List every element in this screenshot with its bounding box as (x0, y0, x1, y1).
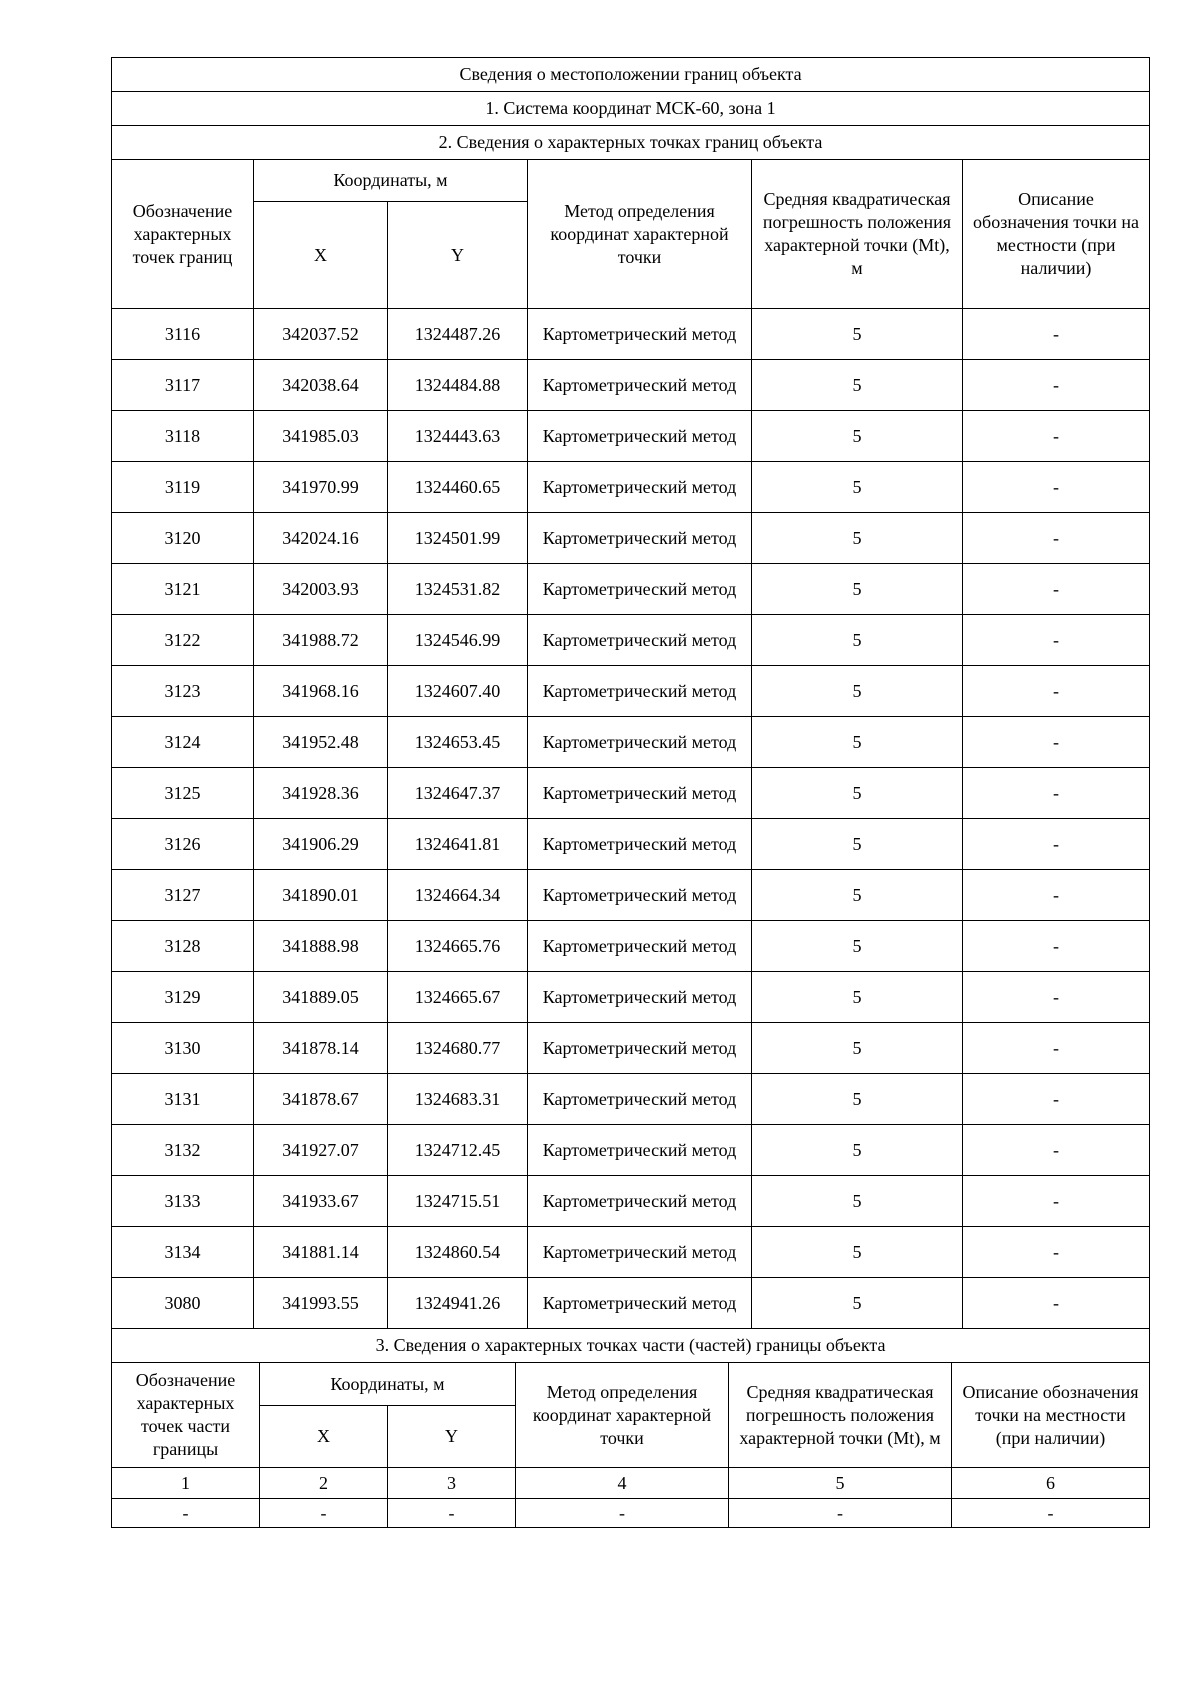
header-desc: Описание обозначения точки на местности (при наличии) (963, 160, 1150, 309)
cell-x: 341878.67 (254, 1074, 388, 1125)
empty-cell: - (388, 1499, 516, 1528)
cell-method: Картометрический метод (528, 1176, 752, 1227)
cell-point: 3126 (112, 819, 254, 870)
s3-header-point: Обозначение характерных точек части границы (112, 1363, 260, 1468)
document-page (111, 57, 1149, 1528)
section-title: Сведения о местоположении границ объекта (112, 58, 1150, 92)
cell-error: 5 (752, 819, 963, 870)
cell-point: 3133 (112, 1176, 254, 1227)
cell-point: 3125 (112, 768, 254, 819)
cell-y: 1324487.26 (388, 309, 528, 360)
section2-title: 2. Сведения о характерных точках границ объекта (112, 126, 1150, 160)
cell-x: 342037.52 (254, 309, 388, 360)
cell-x: 342038.64 (254, 360, 388, 411)
cell-desc: - (963, 870, 1150, 921)
cell-y: 1324665.76 (388, 921, 528, 972)
cell-x: 341878.14 (254, 1023, 388, 1074)
cell-error: 5 (752, 411, 963, 462)
cell-x: 341993.55 (254, 1278, 388, 1329)
cell-y: 1324460.65 (388, 462, 528, 513)
cell-method: Картометрический метод (528, 768, 752, 819)
cell-error: 5 (752, 921, 963, 972)
cell-desc: - (963, 309, 1150, 360)
empty-cell: - (729, 1499, 952, 1528)
cell-error: 5 (752, 1023, 963, 1074)
table-row (112, 1278, 1150, 1329)
cell-error: 5 (752, 972, 963, 1023)
cell-error: 5 (752, 1074, 963, 1125)
cell-error: 5 (752, 1176, 963, 1227)
cell-point: 3124 (112, 717, 254, 768)
cell-x: 341988.72 (254, 615, 388, 666)
cell-y: 1324443.63 (388, 411, 528, 462)
cell-error: 5 (752, 360, 963, 411)
cell-x: 341927.07 (254, 1125, 388, 1176)
cell-point: 3080 (112, 1278, 254, 1329)
column-number-row (112, 1468, 1150, 1499)
cell-desc: - (963, 462, 1150, 513)
cell-method: Картометрический метод (528, 819, 752, 870)
cell-x: 341890.01 (254, 870, 388, 921)
cell-y: 1324860.54 (388, 1227, 528, 1278)
cell-method: Картометрический метод (528, 921, 752, 972)
cell-method: Картометрический метод (528, 564, 752, 615)
cell-point: 3130 (112, 1023, 254, 1074)
table-row (112, 462, 1150, 513)
s3-header-y: Y (388, 1406, 516, 1468)
cell-error: 5 (752, 666, 963, 717)
boundary-points-table (111, 57, 1150, 1329)
table-row (112, 870, 1150, 921)
cell-y: 1324501.99 (388, 513, 528, 564)
cell-point: 3129 (112, 972, 254, 1023)
table-row (112, 309, 1150, 360)
cell-desc: - (963, 819, 1150, 870)
table-row (112, 1023, 1150, 1074)
cell-method: Картометрический метод (528, 717, 752, 768)
cell-method: Картометрический метод (528, 309, 752, 360)
table-row (112, 1074, 1150, 1125)
cell-y: 1324665.67 (388, 972, 528, 1023)
cell-method: Картометрический метод (528, 411, 752, 462)
cell-point: 3118 (112, 411, 254, 462)
header-point: Обозначение характерных точек границ (112, 160, 254, 309)
header-y: Y (388, 202, 528, 309)
header-x: X (254, 202, 388, 309)
cell-point: 3127 (112, 870, 254, 921)
cell-y: 1324546.99 (388, 615, 528, 666)
table-row (112, 1176, 1150, 1227)
cell-desc: - (963, 666, 1150, 717)
cell-x: 341968.16 (254, 666, 388, 717)
cell-y: 1324941.26 (388, 1278, 528, 1329)
s3-header-x: X (260, 1406, 388, 1468)
cell-x: 341888.98 (254, 921, 388, 972)
column-number: 2 (260, 1468, 388, 1499)
cell-desc: - (963, 1227, 1150, 1278)
table-row (112, 768, 1150, 819)
table-row (112, 360, 1150, 411)
cell-point: 3132 (112, 1125, 254, 1176)
cell-point: 3122 (112, 615, 254, 666)
cell-desc: - (963, 1278, 1150, 1329)
cell-y: 1324653.45 (388, 717, 528, 768)
table-row (112, 564, 1150, 615)
cell-desc: - (963, 615, 1150, 666)
cell-method: Картометрический метод (528, 666, 752, 717)
cell-x: 341933.67 (254, 1176, 388, 1227)
s3-header-method: Метод определения координат характерной точки (516, 1363, 729, 1468)
header-method: Метод определения координат характерной точки (528, 160, 752, 309)
cell-desc: - (963, 513, 1150, 564)
column-number: 6 (952, 1468, 1150, 1499)
column-number: 5 (729, 1468, 952, 1499)
cell-x: 341985.03 (254, 411, 388, 462)
cell-point: 3134 (112, 1227, 254, 1278)
cell-error: 5 (752, 513, 963, 564)
cell-desc: - (963, 1023, 1150, 1074)
header-coords: Координаты, м (254, 160, 528, 202)
column-number: 1 (112, 1468, 260, 1499)
cell-method: Картометрический метод (528, 360, 752, 411)
cell-x: 342024.16 (254, 513, 388, 564)
cell-error: 5 (752, 1125, 963, 1176)
header-error: Средняя квадратическая погрешность положения характерной точки (Mt), м (752, 160, 963, 309)
cell-x: 341889.05 (254, 972, 388, 1023)
cell-y: 1324607.40 (388, 666, 528, 717)
cell-method: Картометрический метод (528, 513, 752, 564)
cell-error: 5 (752, 870, 963, 921)
table-row (112, 1227, 1150, 1278)
table-row (112, 411, 1150, 462)
s3-header-desc: Описание обозначения точки на местности (при наличии) (952, 1363, 1150, 1468)
cell-y: 1324484.88 (388, 360, 528, 411)
empty-cell: - (952, 1499, 1150, 1528)
cell-y: 1324641.81 (388, 819, 528, 870)
cell-point: 3128 (112, 921, 254, 972)
cell-method: Картометрический метод (528, 870, 752, 921)
cell-y: 1324683.31 (388, 1074, 528, 1125)
cell-point: 3123 (112, 666, 254, 717)
cell-point: 3119 (112, 462, 254, 513)
cell-point: 3120 (112, 513, 254, 564)
cell-error: 5 (752, 462, 963, 513)
cell-point: 3117 (112, 360, 254, 411)
part-boundary-table (111, 1328, 1150, 1528)
coord-system-title: 1. Система координат МСК-60, зона 1 (112, 92, 1150, 126)
cell-y: 1324680.77 (388, 1023, 528, 1074)
column-number: 4 (516, 1468, 729, 1499)
column-number: 3 (388, 1468, 516, 1499)
cell-error: 5 (752, 309, 963, 360)
cell-x: 342003.93 (254, 564, 388, 615)
cell-method: Картометрический метод (528, 1227, 752, 1278)
cell-desc: - (963, 768, 1150, 819)
cell-desc: - (963, 360, 1150, 411)
cell-error: 5 (752, 615, 963, 666)
cell-y: 1324647.37 (388, 768, 528, 819)
cell-point: 3121 (112, 564, 254, 615)
cell-desc: - (963, 717, 1150, 768)
cell-x: 341906.29 (254, 819, 388, 870)
cell-point: 3116 (112, 309, 254, 360)
cell-error: 5 (752, 564, 963, 615)
cell-desc: - (963, 411, 1150, 462)
cell-x: 341970.99 (254, 462, 388, 513)
cell-x: 341928.36 (254, 768, 388, 819)
cell-method: Картометрический метод (528, 972, 752, 1023)
cell-desc: - (963, 1125, 1150, 1176)
table-row (112, 513, 1150, 564)
table-row (112, 717, 1150, 768)
cell-error: 5 (752, 1227, 963, 1278)
cell-y: 1324531.82 (388, 564, 528, 615)
cell-desc: - (963, 972, 1150, 1023)
table-row (112, 819, 1150, 870)
cell-y: 1324712.45 (388, 1125, 528, 1176)
s3-header-coords: Координаты, м (260, 1363, 516, 1406)
section3-title: 3. Сведения о характерных точках части (частей) границы объекта (112, 1329, 1150, 1363)
table-row (112, 972, 1150, 1023)
cell-method: Картометрический метод (528, 462, 752, 513)
cell-error: 5 (752, 717, 963, 768)
table-row (112, 1125, 1150, 1176)
empty-row (112, 1499, 1150, 1528)
cell-error: 5 (752, 1278, 963, 1329)
table-row (112, 615, 1150, 666)
cell-x: 341881.14 (254, 1227, 388, 1278)
table-row (112, 666, 1150, 717)
cell-method: Картометрический метод (528, 1125, 752, 1176)
cell-method: Картометрический метод (528, 1074, 752, 1125)
cell-desc: - (963, 1176, 1150, 1227)
cell-desc: - (963, 1074, 1150, 1125)
cell-desc: - (963, 921, 1150, 972)
cell-error: 5 (752, 768, 963, 819)
cell-y: 1324664.34 (388, 870, 528, 921)
cell-method: Картометрический метод (528, 615, 752, 666)
cell-method: Картометрический метод (528, 1278, 752, 1329)
cell-method: Картометрический метод (528, 1023, 752, 1074)
empty-cell: - (112, 1499, 260, 1528)
cell-point: 3131 (112, 1074, 254, 1125)
cell-x: 341952.48 (254, 717, 388, 768)
cell-y: 1324715.51 (388, 1176, 528, 1227)
empty-cell: - (260, 1499, 388, 1528)
cell-desc: - (963, 564, 1150, 615)
table-row (112, 921, 1150, 972)
s3-header-error: Средняя квадратическая погрешность положения характерной точки (Mt), м (729, 1363, 952, 1468)
empty-cell: - (516, 1499, 729, 1528)
